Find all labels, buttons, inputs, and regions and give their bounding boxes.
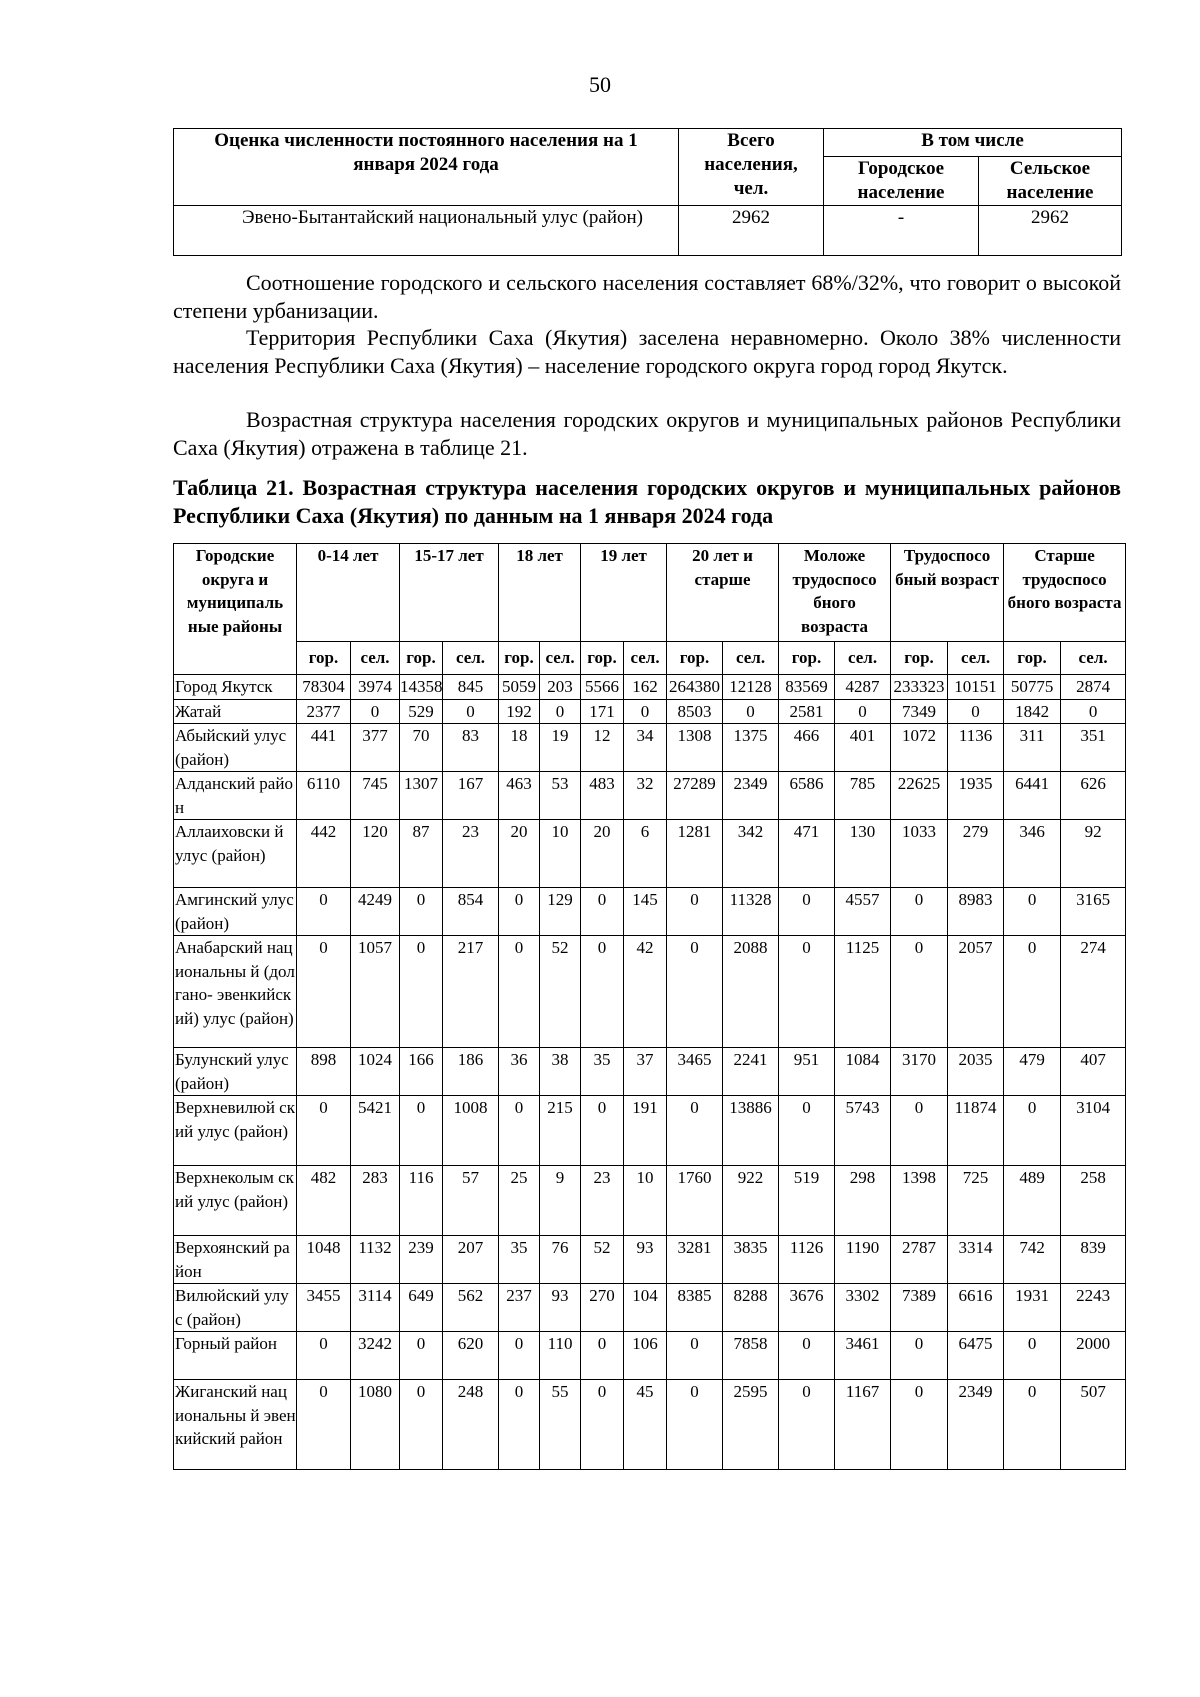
table-cell: 0 [779, 936, 835, 1048]
table-cell: 87 [400, 820, 443, 888]
table-cell: 0 [891, 888, 948, 936]
table-cell: 0 [499, 1096, 540, 1166]
paragraph-territory: Территория Республики Саха (Якутия) заселена неравномерно. Около 38% численности населения Республики Саха (Якутия) – население городского округа город город Якутск. [173, 325, 1121, 378]
group-header: 20 лет и старше [667, 544, 779, 642]
table-cell: 482 [297, 1166, 351, 1236]
table-cell: 14358 [400, 675, 443, 700]
table-cell: 25 [499, 1166, 540, 1236]
table-cell: 2057 [948, 936, 1004, 1048]
table-cell: 620 [443, 1332, 499, 1380]
table-row [174, 1236, 1126, 1284]
table-row [174, 1380, 1126, 1470]
subheader-urban: гор. [1004, 642, 1061, 675]
table-cell: 8288 [723, 1284, 779, 1332]
row-urban: - [824, 206, 979, 256]
table-cell: 3170 [891, 1048, 948, 1096]
table-cell: 483 [581, 772, 624, 820]
table-cell: 264380 [667, 675, 723, 700]
table-row [174, 936, 1126, 1048]
table-cell: 5421 [351, 1096, 400, 1166]
table-cell: 839 [1061, 1236, 1126, 1284]
table-cell: 6 [624, 820, 667, 888]
table-cell: 162 [624, 675, 667, 700]
table-cell: 57 [443, 1166, 499, 1236]
table-cell: 0 [891, 1380, 948, 1470]
region-name: Анабарский национальны й (долгано- эвенкийский) улус (район) [174, 936, 297, 1048]
table-cell: 0 [1004, 936, 1061, 1048]
table-cell: 92 [1061, 820, 1126, 888]
subheader-urban: гор. [400, 642, 443, 675]
table-cell: 0 [891, 1096, 948, 1166]
paragraph-age-structure: Возрастная структура населения городских округов и муниципальных районов Республики Саха (Якутия) отражена в таблице 21. [173, 407, 1121, 460]
table-cell: 11328 [723, 888, 779, 936]
table-cell: 1033 [891, 820, 948, 888]
subheader-urban: гор. [499, 642, 540, 675]
table-cell: 0 [667, 1332, 723, 1380]
table-cell: 0 [1004, 888, 1061, 936]
table-cell: 742 [1004, 1236, 1061, 1284]
region-name: Жиганский национальны й эвенкийский район [174, 1380, 297, 1470]
table-cell: 3461 [835, 1332, 891, 1380]
subheader-urban: гор. [297, 642, 351, 675]
table-cell: 32 [624, 772, 667, 820]
subheader-rural: сел. [443, 642, 499, 675]
table-cell: 479 [1004, 1048, 1061, 1096]
table-caption: Таблица 21. Возрастная структура населения городских округов и муниципальных районов Республики Саха (Якутия) по данным на 1 января 2024 года [173, 475, 1121, 528]
table-cell: 93 [624, 1236, 667, 1284]
table-cell: 18 [499, 724, 540, 772]
table-cell: 2241 [723, 1048, 779, 1096]
table-cell: 0 [835, 699, 891, 724]
table-cell: 745 [351, 772, 400, 820]
table-cell: 116 [400, 1166, 443, 1236]
table-cell: 529 [400, 699, 443, 724]
table-cell: 471 [779, 820, 835, 888]
table-row [174, 1048, 1126, 1096]
header-rural: Сельское население [979, 157, 1122, 206]
subheader-urban: гор. [891, 642, 948, 675]
table-cell: 11874 [948, 1096, 1004, 1166]
table-cell: 239 [400, 1236, 443, 1284]
table-cell: 854 [443, 888, 499, 936]
table-cell: 0 [779, 1096, 835, 1166]
table-cell: 5059 [499, 675, 540, 700]
subheader-rural: сел. [723, 642, 779, 675]
table-cell: 237 [499, 1284, 540, 1332]
region-name: Аллаиховски й улус (район) [174, 820, 297, 888]
table-cell: 23 [443, 820, 499, 888]
table-cell: 3835 [723, 1236, 779, 1284]
table-cell: 129 [540, 888, 581, 936]
table-cell: 83 [443, 724, 499, 772]
table-cell: 0 [540, 699, 581, 724]
table-cell: 45 [624, 1380, 667, 1470]
region-name: Булунский улус (район) [174, 1048, 297, 1096]
table-cell: 279 [948, 820, 1004, 888]
table-cell: 35 [499, 1236, 540, 1284]
table-cell: 0 [779, 1380, 835, 1470]
table-cell: 377 [351, 724, 400, 772]
table-cell: 6586 [779, 772, 835, 820]
group-header: Моложе трудоспосо бного возраста [779, 544, 891, 642]
row-region-name: Эвено-Бытантайский национальный улус (район) [174, 206, 679, 256]
region-name: Горный район [174, 1332, 297, 1380]
table-cell: 130 [835, 820, 891, 888]
table-cell: 1308 [667, 724, 723, 772]
table-cell: 0 [400, 1096, 443, 1166]
table-cell: 7858 [723, 1332, 779, 1380]
group-header: 18 лет [499, 544, 581, 642]
table-cell: 725 [948, 1166, 1004, 1236]
table-cell: 0 [779, 888, 835, 936]
table-cell: 0 [499, 936, 540, 1048]
table-cell: 0 [667, 936, 723, 1048]
table-cell: 283 [351, 1166, 400, 1236]
table-cell: 9 [540, 1166, 581, 1236]
table-cell: 507 [1061, 1380, 1126, 1470]
table-cell: 0 [723, 699, 779, 724]
table-cell: 2349 [723, 772, 779, 820]
table-cell: 3281 [667, 1236, 723, 1284]
region-name: Жатай [174, 699, 297, 724]
table-cell: 270 [581, 1284, 624, 1332]
header-urban: Городское население [824, 157, 979, 206]
table-row [174, 724, 1126, 772]
table-cell: 3974 [351, 675, 400, 700]
table-cell: 0 [297, 936, 351, 1048]
table-cell: 13886 [723, 1096, 779, 1166]
table-cell: 20 [499, 820, 540, 888]
table-cell: 2787 [891, 1236, 948, 1284]
table-cell: 442 [297, 820, 351, 888]
table-cell: 217 [443, 936, 499, 1048]
table-cell: 0 [1004, 1096, 1061, 1166]
table-cell: 258 [1061, 1166, 1126, 1236]
table-cell: 1760 [667, 1166, 723, 1236]
table-cell: 0 [667, 888, 723, 936]
table-cell: 110 [540, 1332, 581, 1380]
table-cell: 3104 [1061, 1096, 1126, 1166]
table-cell: 76 [540, 1236, 581, 1284]
table-cell: 52 [581, 1236, 624, 1284]
table-cell: 3314 [948, 1236, 1004, 1284]
group-header: Трудоспосо бный возраст [891, 544, 1004, 642]
table-cell: 2595 [723, 1380, 779, 1470]
table-row [174, 772, 1126, 820]
table-cell: 1307 [400, 772, 443, 820]
region-name: Верхнеколым ский улус (район) [174, 1166, 297, 1236]
table-cell: 53 [540, 772, 581, 820]
table-cell: 6110 [297, 772, 351, 820]
table-cell: 0 [581, 888, 624, 936]
table-cell: 0 [581, 1380, 624, 1470]
table-cell: 93 [540, 1284, 581, 1332]
table-cell: 1167 [835, 1380, 891, 1470]
table-cell: 6441 [1004, 772, 1061, 820]
table-cell: 38 [540, 1048, 581, 1096]
table-row [174, 820, 1126, 888]
table-cell: 1024 [351, 1048, 400, 1096]
table-cell: 0 [400, 1380, 443, 1470]
table-cell: 186 [443, 1048, 499, 1096]
table-cell: 785 [835, 772, 891, 820]
table-row [174, 699, 1126, 724]
subheader-rural: сел. [948, 642, 1004, 675]
region-name: Абыйский улус (район) [174, 724, 297, 772]
table-cell: 1008 [443, 1096, 499, 1166]
table-cell: 0 [1004, 1332, 1061, 1380]
table-cell: 298 [835, 1166, 891, 1236]
table-cell: 0 [400, 888, 443, 936]
table-cell: 20 [581, 820, 624, 888]
table-cell: 3114 [351, 1284, 400, 1332]
table-cell: 0 [499, 888, 540, 936]
table-cell: 519 [779, 1166, 835, 1236]
subheader-rural: сел. [540, 642, 581, 675]
table-cell: 274 [1061, 936, 1126, 1048]
region-name: Амгинский улус (район) [174, 888, 297, 936]
table-cell: 23 [581, 1166, 624, 1236]
table-cell: 3302 [835, 1284, 891, 1332]
table-cell: 3465 [667, 1048, 723, 1096]
region-name: Верхоянский район [174, 1236, 297, 1284]
table-row [174, 675, 1126, 700]
table-cell: 407 [1061, 1048, 1126, 1096]
table-cell: 83569 [779, 675, 835, 700]
header-total: Всего населения, чел. [679, 129, 824, 206]
table-cell: 191 [624, 1096, 667, 1166]
table-cell: 248 [443, 1380, 499, 1470]
table-cell: 0 [499, 1380, 540, 1470]
table-cell: 70 [400, 724, 443, 772]
table-cell: 2088 [723, 936, 779, 1048]
table-cell: 3165 [1061, 888, 1126, 936]
table-cell: 0 [443, 699, 499, 724]
table-cell: 12128 [723, 675, 779, 700]
table-cell: 19 [540, 724, 581, 772]
table-cell: 1132 [351, 1236, 400, 1284]
subheader-rural: сел. [351, 642, 400, 675]
table-cell: 463 [499, 772, 540, 820]
table-cell: 145 [624, 888, 667, 936]
table-cell: 167 [443, 772, 499, 820]
table-cell: 104 [624, 1284, 667, 1332]
table-row [174, 1096, 1126, 1166]
table-cell: 50775 [1004, 675, 1061, 700]
table-cell: 3676 [779, 1284, 835, 1332]
subheader-rural: сел. [624, 642, 667, 675]
row-total: 2962 [679, 206, 824, 256]
table-cell: 562 [443, 1284, 499, 1332]
table-cell: 1084 [835, 1048, 891, 1096]
table-cell: 207 [443, 1236, 499, 1284]
table-row [174, 1166, 1126, 1236]
table-cell: 10 [540, 820, 581, 888]
table-cell: 0 [891, 1332, 948, 1380]
table-cell: 0 [297, 1332, 351, 1380]
table-cell: 1935 [948, 772, 1004, 820]
table-cell: 106 [624, 1332, 667, 1380]
table-row [174, 888, 1126, 936]
table-cell: 0 [581, 1096, 624, 1166]
table-cell: 1125 [835, 936, 891, 1048]
table-cell: 78304 [297, 675, 351, 700]
table-cell: 2035 [948, 1048, 1004, 1096]
table-cell: 1048 [297, 1236, 351, 1284]
table-cell: 0 [351, 699, 400, 724]
age-structure-table [173, 543, 1126, 1470]
region-name: Вилюйский улус (район) [174, 1284, 297, 1332]
table-cell: 42 [624, 936, 667, 1048]
table-cell: 10 [624, 1166, 667, 1236]
table-cell: 2581 [779, 699, 835, 724]
table-row [174, 1284, 1126, 1332]
header-estimate: Оценка численности постоянного населения на 1 января 2024 года [174, 129, 679, 206]
row-rural: 2962 [979, 206, 1122, 256]
table-cell: 898 [297, 1048, 351, 1096]
table-cell: 0 [297, 888, 351, 936]
table-cell: 489 [1004, 1166, 1061, 1236]
table-cell: 1190 [835, 1236, 891, 1284]
table-cell: 4557 [835, 888, 891, 936]
subheader-urban: гор. [581, 642, 624, 675]
table-cell: 6616 [948, 1284, 1004, 1332]
table-cell: 12 [581, 724, 624, 772]
table-cell: 0 [499, 1332, 540, 1380]
table-cell: 215 [540, 1096, 581, 1166]
table-cell: 1126 [779, 1236, 835, 1284]
page-number: 50 [589, 72, 611, 97]
table-cell: 7389 [891, 1284, 948, 1332]
table-cell: 441 [297, 724, 351, 772]
table-cell: 0 [948, 699, 1004, 724]
table-cell: 0 [581, 936, 624, 1048]
table-cell: 1136 [948, 724, 1004, 772]
table-cell: 626 [1061, 772, 1126, 820]
table-cell: 401 [835, 724, 891, 772]
group-header: 15-17 лет [400, 544, 499, 642]
table-cell: 0 [400, 1332, 443, 1380]
table-cell: 1072 [891, 724, 948, 772]
table-cell: 10151 [948, 675, 1004, 700]
group-header: Старше трудоспосо бного возраста [1004, 544, 1126, 642]
table-cell: 1057 [351, 936, 400, 1048]
table-cell: 466 [779, 724, 835, 772]
table-row [174, 1332, 1126, 1380]
region-name: Верхневилюй ский улус (район) [174, 1096, 297, 1166]
table-cell: 0 [1061, 699, 1126, 724]
table-cell: 2349 [948, 1380, 1004, 1470]
table-cell: 8385 [667, 1284, 723, 1332]
table-cell: 0 [779, 1332, 835, 1380]
header-including: В том числе [824, 129, 1122, 157]
table-cell: 0 [667, 1096, 723, 1166]
table-cell: 1842 [1004, 699, 1061, 724]
table-cell: 22625 [891, 772, 948, 820]
table-cell: 0 [891, 936, 948, 1048]
table-cell: 649 [400, 1284, 443, 1332]
table-cell: 0 [581, 1332, 624, 1380]
table-cell: 8503 [667, 699, 723, 724]
table-cell: 27289 [667, 772, 723, 820]
table-cell: 36 [499, 1048, 540, 1096]
table-cell: 0 [1004, 1380, 1061, 1470]
table-cell: 5566 [581, 675, 624, 700]
table-cell: 233323 [891, 675, 948, 700]
region-name: Город Якутск [174, 675, 297, 700]
subheader-rural: сел. [835, 642, 891, 675]
table-cell: 203 [540, 675, 581, 700]
table-cell: 342 [723, 820, 779, 888]
table-cell: 922 [723, 1166, 779, 1236]
table-cell: 166 [400, 1048, 443, 1096]
table-cell: 192 [499, 699, 540, 724]
table-cell: 0 [400, 936, 443, 1048]
group-header: 19 лет [581, 544, 667, 642]
table-cell: 1931 [1004, 1284, 1061, 1332]
table-cell: 2000 [1061, 1332, 1126, 1380]
table-cell: 52 [540, 936, 581, 1048]
table-cell: 55 [540, 1380, 581, 1470]
table-cell: 845 [443, 675, 499, 700]
table-cell: 951 [779, 1048, 835, 1096]
table-cell: 3242 [351, 1332, 400, 1380]
table-cell: 4249 [351, 888, 400, 936]
subheader-urban: гор. [667, 642, 723, 675]
region-name: Алданский район [174, 772, 297, 820]
table-cell: 171 [581, 699, 624, 724]
table-cell: 6475 [948, 1332, 1004, 1380]
table-cell: 1398 [891, 1166, 948, 1236]
table-cell: 346 [1004, 820, 1061, 888]
table-cell: 2874 [1061, 675, 1126, 700]
table-cell: 0 [297, 1096, 351, 1166]
subheader-urban: гор. [779, 642, 835, 675]
table-cell: 2377 [297, 699, 351, 724]
population-estimate-table [173, 128, 1122, 256]
table-cell: 5743 [835, 1096, 891, 1166]
table-cell: 7349 [891, 699, 948, 724]
table-cell: 37 [624, 1048, 667, 1096]
table-cell: 34 [624, 724, 667, 772]
table-cell: 1375 [723, 724, 779, 772]
group-header: 0-14 лет [297, 544, 400, 642]
table-cell: 8983 [948, 888, 1004, 936]
header-region: Городские округа и муниципаль ные районы [174, 544, 297, 675]
table-cell: 4287 [835, 675, 891, 700]
table-cell: 1080 [351, 1380, 400, 1470]
table-cell: 0 [667, 1380, 723, 1470]
table-cell: 35 [581, 1048, 624, 1096]
table-cell: 1281 [667, 820, 723, 888]
table-cell: 3455 [297, 1284, 351, 1332]
table-cell: 311 [1004, 724, 1061, 772]
subheader-rural: сел. [1061, 642, 1126, 675]
table-cell: 2243 [1061, 1284, 1126, 1332]
table-cell: 0 [624, 699, 667, 724]
table-cell: 0 [297, 1380, 351, 1470]
table-cell: 351 [1061, 724, 1126, 772]
paragraph-urbanization: Соотношение городского и сельского населения составляет 68%/32%, что говорит о высокой степени урбанизации. [173, 270, 1121, 323]
table-cell: 120 [351, 820, 400, 888]
